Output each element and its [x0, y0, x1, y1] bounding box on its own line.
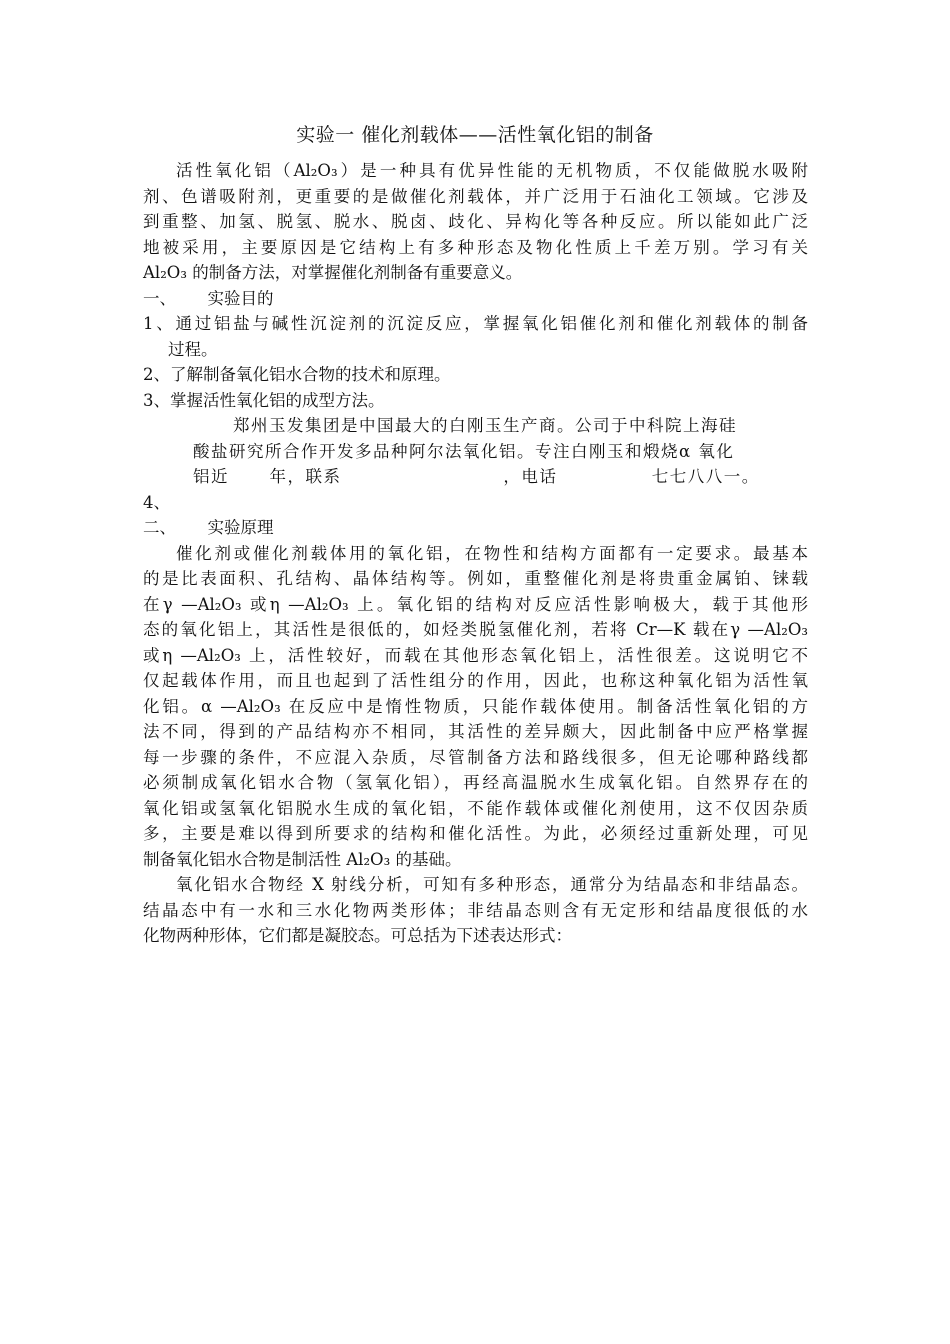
text-line: 二、 实验原理: [143, 518, 274, 537]
text-line: 每一步骤的条件，不应混入杂质，尽管制备方法和路线很多，但无论哪种路线都: [143, 747, 808, 767]
text-line: 在γ —Al₂O₃ 或η —Al₂O₃ 上。氧化铝的结构对反应活性影响极大，载于其他形: [143, 594, 808, 614]
text-line: 化铝。α —Al₂O₃ 在反应中是惰性物质，只能作载体使用。制备活性氧化铝的方: [143, 696, 808, 716]
text-line: 酸盐研究所合作开发多品种阿尔法氧化铝。专注白刚玉和煅烧α 氧化: [193, 441, 735, 461]
text-line: 催化剂或催化剂载体用的氧化铝，在物性和结构方面都有一定要求。最基本: [176, 543, 808, 563]
text-line: 必须制成氧化铝水合物（氢氧化铝），再经高温脱水生成氧化铝。自然界存在的: [143, 773, 808, 792]
text-line: 4、: [143, 492, 170, 512]
text-line: 氧化铝水合物经 X 射线分析，可知有多种形态，通常分为结晶态和非结晶态。: [176, 875, 808, 894]
text-line: 或η —Al₂O₃ 上，活性较好，而载在其他形态氧化铝上，活性很差。这说明它不: [143, 645, 808, 665]
text-line: 结晶态中有一水和三水化物两类形体；非结晶态则含有无定形和结晶度很低的水: [143, 900, 808, 920]
document-title: 实验一 催化剂载体——活性氧化铝的制备: [296, 124, 654, 146]
text-line: 过程。: [168, 339, 218, 359]
text-line: 郑州玉发集团是中国最大的白刚玉生产商。公司于中科院上海硅: [233, 416, 737, 435]
text-line: 仅起载体作用，而且也起到了活性组分的作用，因此，也称这种氧化铝为活性氧: [143, 671, 808, 690]
text-line: 地被采用，主要原因是它结构上有多种形态及物化性质上千差万别。学习有关: [143, 237, 808, 257]
text-line: 制备氧化铝水合物是制活性 Al₂O₃ 的基础。: [143, 849, 462, 869]
text-line: 态的氧化铝上，其活性是很低的，如烃类脱氢催化剂，若将 Cr—K 载在γ —Al₂O₃: [143, 620, 808, 639]
text-line: 2、了解制备氧化铝水合物的技术和原理。: [143, 365, 451, 384]
text-line: 一、 实验目的: [143, 288, 274, 308]
text-line: 法不同，得到的产品结构亦不相同，其活性的差异颇大，因此制备中应严格掌握: [143, 722, 808, 741]
text-line: Al₂O₃ 的制备方法，对掌握催化剂制备有重要意义。: [143, 263, 523, 282]
text-line: 多，主要是难以得到所要求的结构和催化活性。为此，必须经过重新处理，可见: [143, 824, 808, 843]
text-line: 化物两种形体，它们都是凝胶态。可总括为下述表达形式：: [143, 926, 572, 945]
text-line: 1、通过铝盐与碱性沉淀剂的沉淀反应，掌握氧化铝催化剂和催化剂载体的制备: [143, 314, 808, 333]
text-line: 剂、色谱吸附剂，更重要的是做催化剂载体，并广泛用于石油化工领域。它涉及: [143, 186, 808, 206]
text-line: 到重整、加氢、脱氢、脱水、脱卤、歧化、异构化等各种反应。所以能如此广泛: [143, 212, 808, 231]
text-line: 的是比表面积、孔结构、晶体结构等。例如，重整催化剂是将贵重金属铂、铼载: [143, 569, 808, 588]
text-line: 活性氧化铝（Al₂O₃）是一种具有优异性能的无机物质，不仅能做脱水吸附: [176, 161, 808, 180]
text-line: 铝近 年，联系 ，电话 七七八八一。: [193, 467, 760, 486]
text-line: 3、掌握活性氧化铝的成型方法。: [143, 390, 385, 410]
document-body: [143, 158, 808, 949]
text-line: 氧化铝或氢氧化铝脱水生成的氧化铝，不能作载体或催化剂使用，这不仅因杂质: [143, 798, 808, 818]
